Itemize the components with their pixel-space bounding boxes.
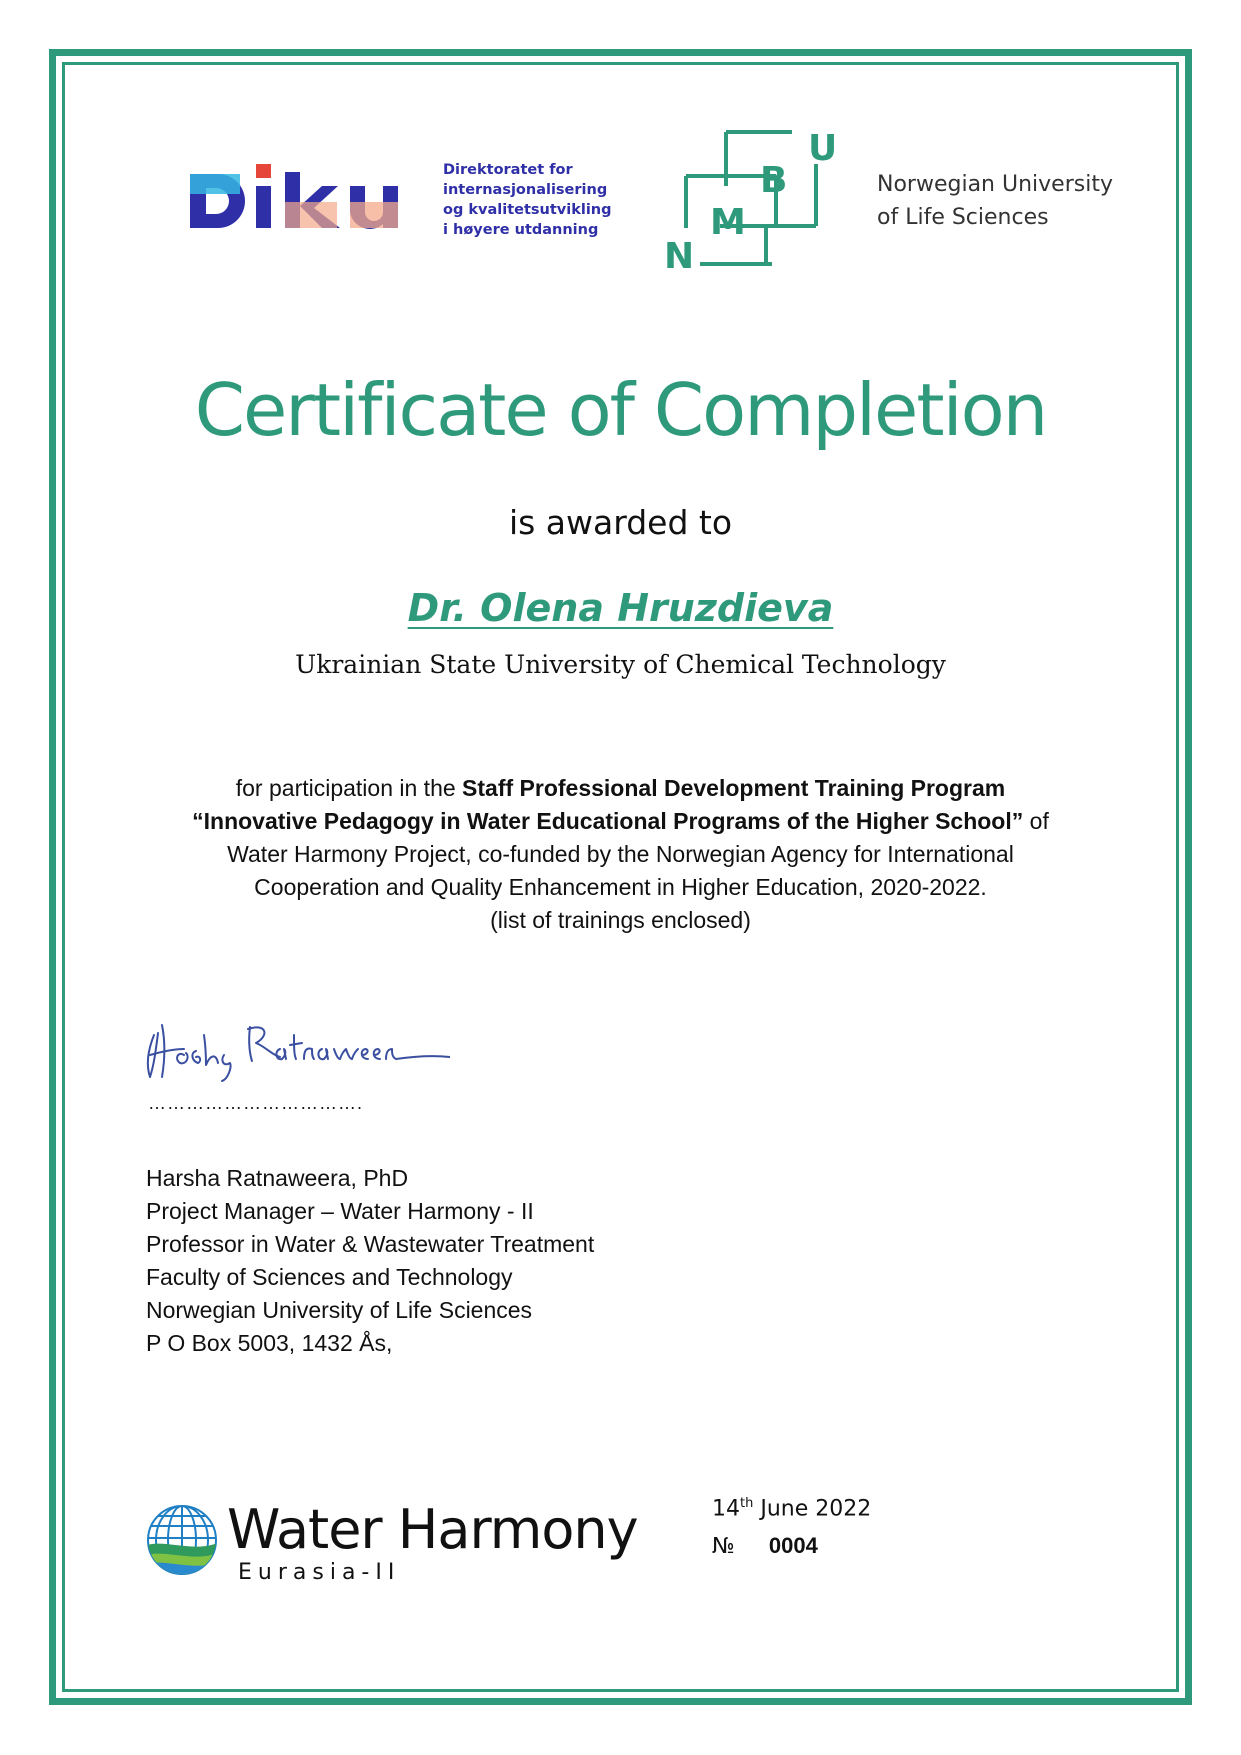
diku-tagline-line: Direktoratet for	[443, 162, 573, 178]
signer-title: Professor in Water & Wastewater Treatment	[146, 1231, 595, 1257]
certificate-number	[712, 1533, 818, 1559]
nmbu-letter: U	[808, 128, 838, 169]
diku-tagline-line: i høyere utdanning	[443, 222, 599, 238]
signer-faculty: Faculty of Sciences and Technology	[146, 1264, 513, 1290]
water-harmony-subbrand: Eurasia-II	[238, 1560, 401, 1585]
signature	[140, 1005, 450, 1085]
date-day: 14	[712, 1496, 740, 1522]
body-line-3: Water Harmony Project, co-funded by the Norwegian Agency for International	[227, 841, 1014, 867]
date-rest: June 2022	[753, 1496, 872, 1522]
signer-name: Harsha Ratnaweera, PhD	[146, 1165, 409, 1191]
certificate-body	[130, 772, 1111, 937]
body-line-5: (list of trainings enclosed)	[490, 907, 751, 933]
body-line-1	[130, 772, 1111, 805]
diku-tagline-line: og kvalitetsutvikling	[443, 202, 612, 218]
diku-tagline-line: internasjonalisering	[443, 182, 608, 198]
signer-details	[146, 1162, 594, 1360]
recipient-institution: Ukrainian State University of Chemical Technology	[295, 650, 946, 679]
number-value: 0004	[768, 1533, 818, 1558]
recipient-name: Dr. Olena Hruzdieva	[407, 586, 834, 630]
program-name: Staff Professional Development Training Program	[462, 775, 1006, 801]
nmbu-logo	[660, 128, 840, 273]
body-line-2	[130, 805, 1111, 838]
signer-address: P O Box 5003, 1432 Ås,	[146, 1330, 393, 1356]
signer-university: Norwegian University of Life Sciences	[146, 1297, 533, 1323]
issue-date	[712, 1496, 871, 1521]
water-harmony-globe-icon	[144, 1502, 220, 1578]
recipient-name-wrap	[0, 586, 1241, 630]
nmbu-name	[877, 168, 1113, 234]
date-suffix: th	[740, 1496, 754, 1511]
nmbu-name-line: of Life Sciences	[877, 205, 1049, 230]
nmbu-letter: N	[664, 236, 695, 273]
course-title: “Innovative Pedagogy in Water Educational Programs of the Higher School”	[192, 808, 1024, 834]
awarded-to-text: is awarded to	[508, 503, 733, 542]
signature-line: …………………………….	[148, 1093, 364, 1113]
body-line-4: Cooperation and Quality Enhancement in Higher Education, 2020-2022.	[254, 874, 987, 900]
nmbu-letter: M	[710, 202, 746, 243]
body-line-1-prefix: for participation in the	[235, 775, 463, 801]
nmbu-name-line: Norwegian University	[877, 172, 1113, 197]
nmbu-letter: B	[760, 160, 788, 201]
diku-logo	[190, 162, 415, 234]
water-harmony-brand: Water Harmony	[227, 1498, 638, 1561]
certificate-title: Certificate of Completion	[194, 368, 1047, 452]
body-line-2-suffix: of	[1023, 808, 1049, 834]
diku-tagline	[443, 160, 633, 240]
number-label: №	[712, 1534, 735, 1559]
signer-role: Project Manager – Water Harmony - II	[146, 1198, 534, 1224]
